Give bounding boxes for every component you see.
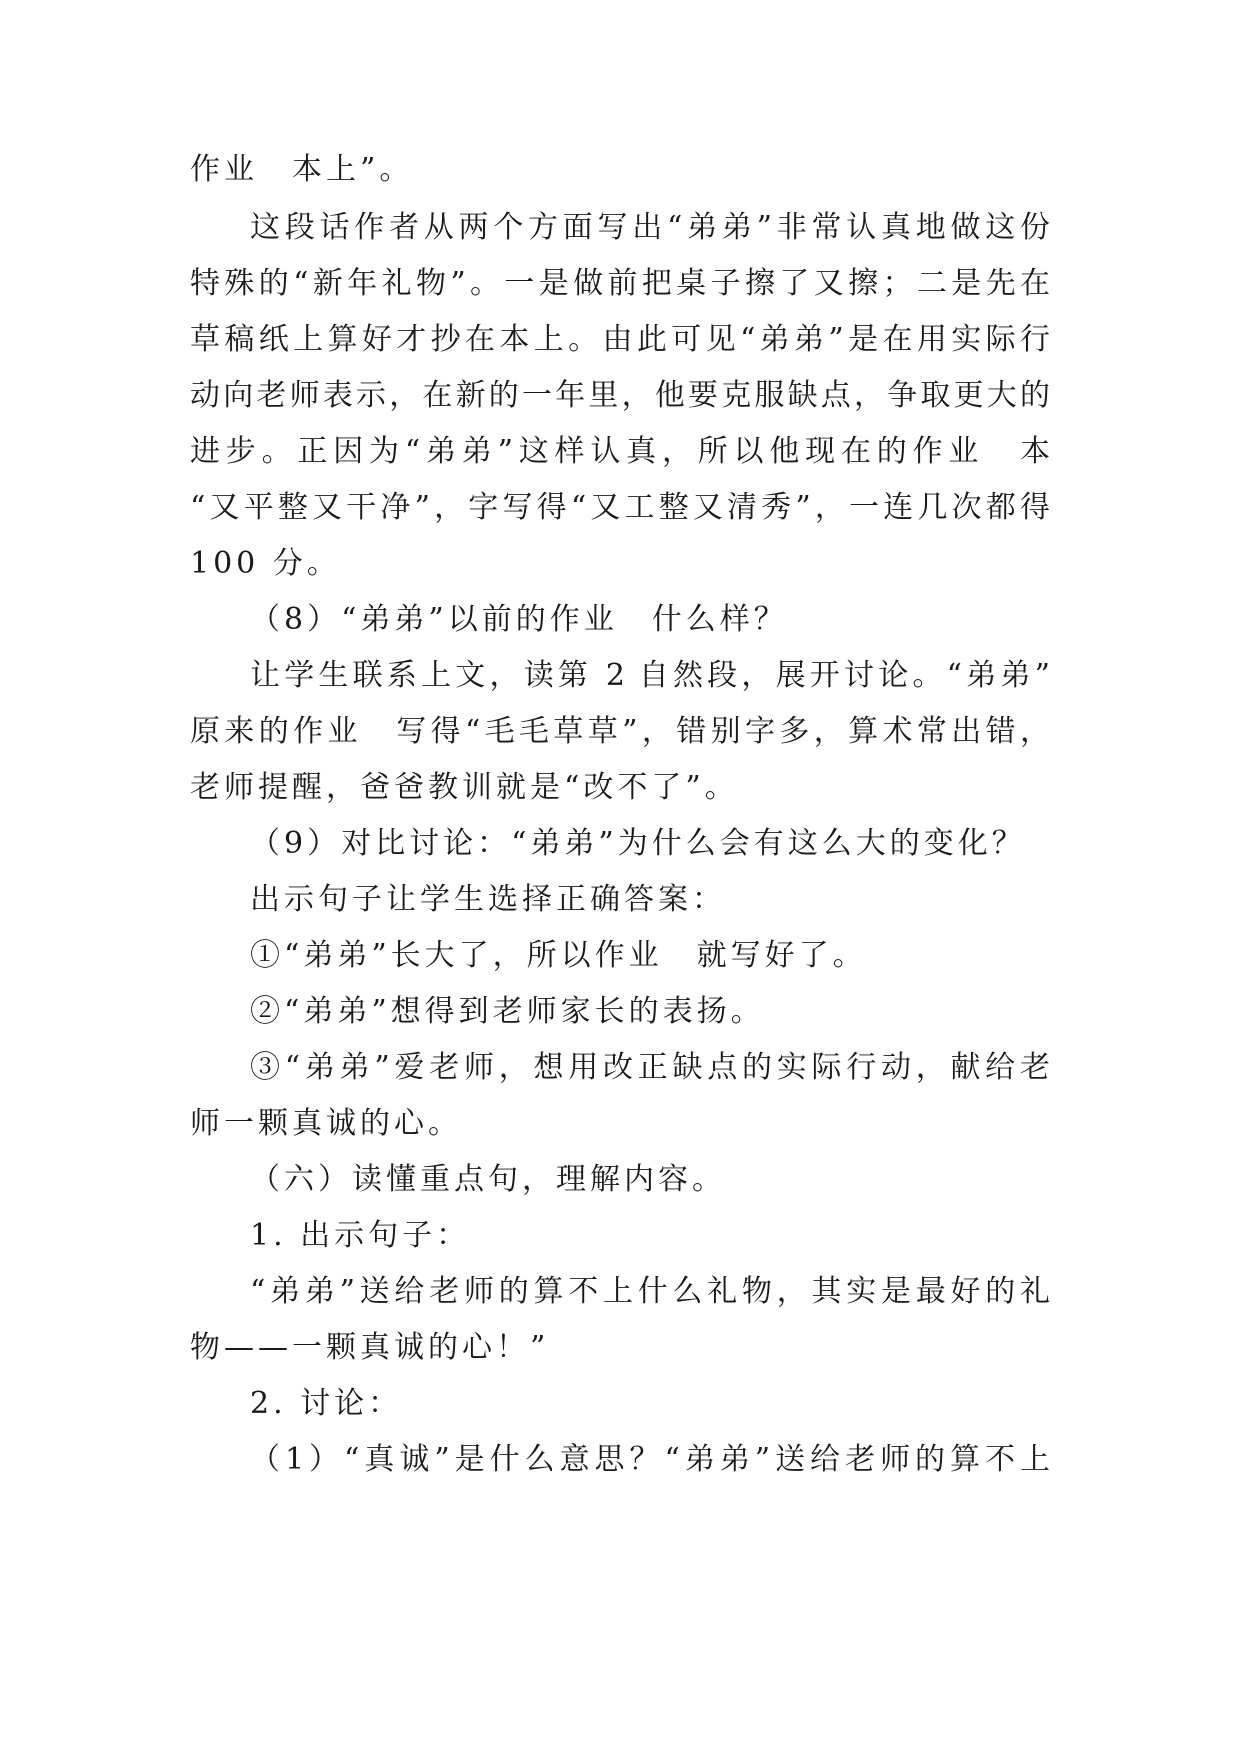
text-line: 出示句子让学生选择正确答案： (250, 882, 726, 917)
text-line: 进步。正因为“弟弟”这样认真，所以他现在的作业 本 (190, 434, 1050, 469)
text-line: 草稿纸上算好才抄在本上。由此可见“弟弟”是在用实际行 (190, 322, 1050, 357)
text-line: 这段话作者从两个方面写出“弟弟”非常认真地做这份 (250, 210, 1050, 245)
text-line: （1）“真诚”是什么意思？“弟弟”送给老师的算不上 (250, 1442, 1050, 1477)
quoted-sentence: “弟弟”送给老师的算不上什么礼物，其实是最好的礼 (250, 1274, 1050, 1309)
quoted-sentence: 物——一颗真诚的心！” (190, 1330, 550, 1365)
section-heading: （8）“弟弟”以前的作业 什么样？ (250, 602, 788, 637)
option-item: ①“弟弟”长大了，所以作业 就写好了。 (250, 938, 867, 973)
option-item: ②“弟弟”想得到老师家长的表扬。 (250, 994, 765, 1029)
text-line: 1. 出示句子： (250, 1218, 471, 1253)
text-line: 动向老师表示，在新的一年里，他要克服缺点，争取更大的 (190, 378, 1050, 413)
text-line: 让学生联系上文，读第 2 自然段，展开讨论。“弟弟” (250, 658, 1050, 693)
section-heading: （六）读懂重点句，理解内容。 (250, 1162, 726, 1197)
text-line: 特殊的“新年礼物”。一是做前把桌子擦了又擦；二是先在 (190, 266, 1050, 301)
text-line: 100 分。 (190, 546, 341, 581)
text-line: 原来的作业 写得“毛毛草草”，错别字多，算术常出错， (190, 714, 1050, 749)
text-line: 师一颗真诚的心。 (190, 1106, 462, 1141)
section-heading: （9）对比讨论：“弟弟”为什么会有这么大的变化？ (250, 826, 1026, 861)
text-line: 2. 讨论： (250, 1386, 403, 1421)
text-line: 作业 本上”。 (190, 152, 414, 187)
text-line: 老师提醒，爸爸教训就是“改不了”。 (190, 770, 739, 805)
text-line: “又平整又干净”，字写得“又工整又清秀”，一连几次都得 (190, 490, 1050, 525)
option-item: ③“弟弟”爱老师，想用改正缺点的实际行动，献给老 (250, 1050, 1050, 1085)
